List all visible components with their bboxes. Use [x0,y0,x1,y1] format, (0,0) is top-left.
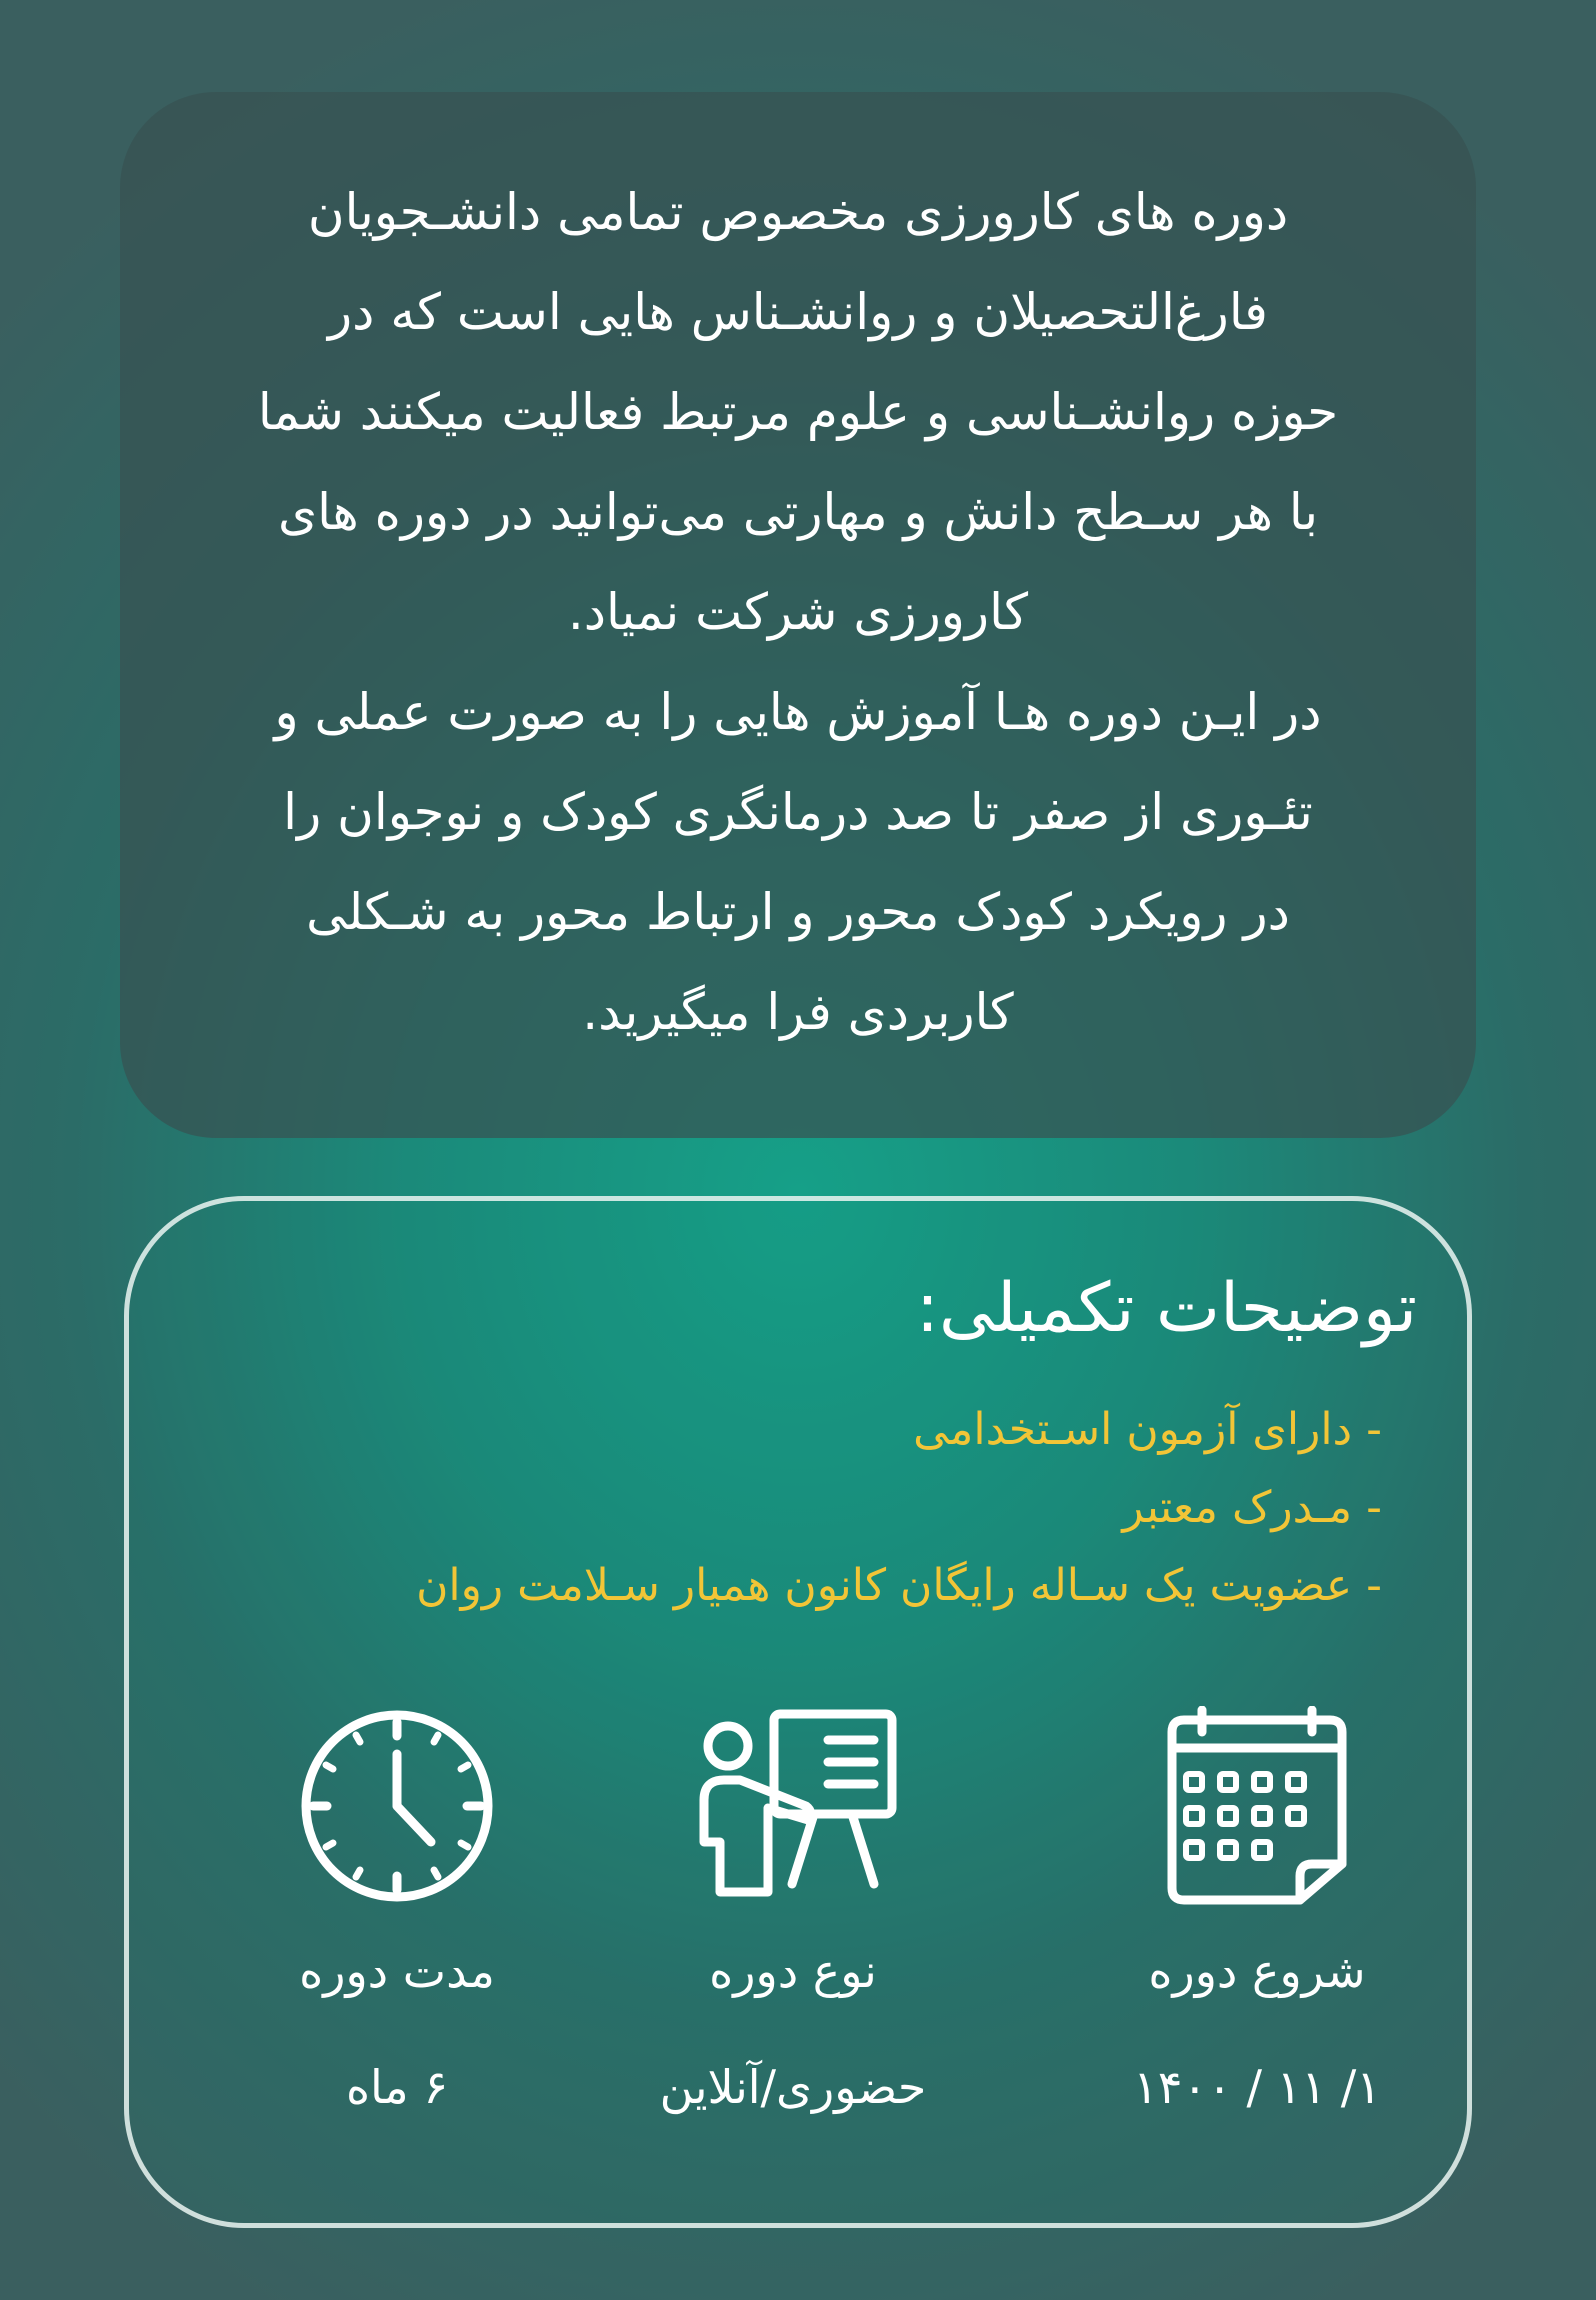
intro-line: کاربردی فرا میگیرید. [582,983,1014,1041]
details-title: توضیحات تکمیلی: [916,1269,1417,1348]
duration-value: ۶ ماه [345,2060,449,2114]
teacher-board-icon [688,1706,898,1906]
duration-info [217,1706,577,2114]
intro-line: حوزه روانشـناسی و علوم مرتبط فعالیت میکنند شما [257,383,1339,441]
features-list [416,1391,1382,1625]
clock-icon [297,1706,497,1906]
intro-line: در ایـن دوره هـا آموزش هایی را به صورت عملی و [274,683,1322,741]
feature-item: - دارای آزمون اسـتخدامی [913,1404,1382,1455]
details-card [124,1196,1472,2228]
intro-line: با هر سـطح دانش و مهارتی می‌توانید در دوره های [278,483,1318,541]
feature-item: - مـدرک معتبر [1122,1482,1382,1533]
course-type-label: نوع دوره [709,1944,877,1998]
intro-line: دوره های کارورزی مخصوص تمامی دانشـجویان [307,183,1289,241]
start-date-value: ۱/ ۱۱ / ۱۴۰۰ [1133,2060,1381,2114]
start-date-label: شروع دوره [1148,1944,1366,1998]
intro-line: کارورزی شرکت نمیاد. [567,583,1029,641]
duration-label: مدت دوره [299,1944,495,1998]
course-type-info [613,1706,973,2114]
intro-line: تئـوری از صفر تا صد درمانگری کودک و نوجوان را [283,783,1313,841]
calendar-icon [1162,1706,1352,1906]
start-date-info [1077,1706,1437,2114]
intro-line: فارغ‌التحصیلان و روانشـناس هایی است که در [328,283,1268,341]
feature-item: - عضویت یک سـاله رایگان کانون همیار سـلامت روان [416,1560,1382,1611]
course-type-value: حضوری/آنلاین [659,2060,927,2114]
intro-card [120,92,1476,1138]
intro-line: در رویکرد کودک محور و ارتباط محور به شـکلی [306,883,1290,941]
